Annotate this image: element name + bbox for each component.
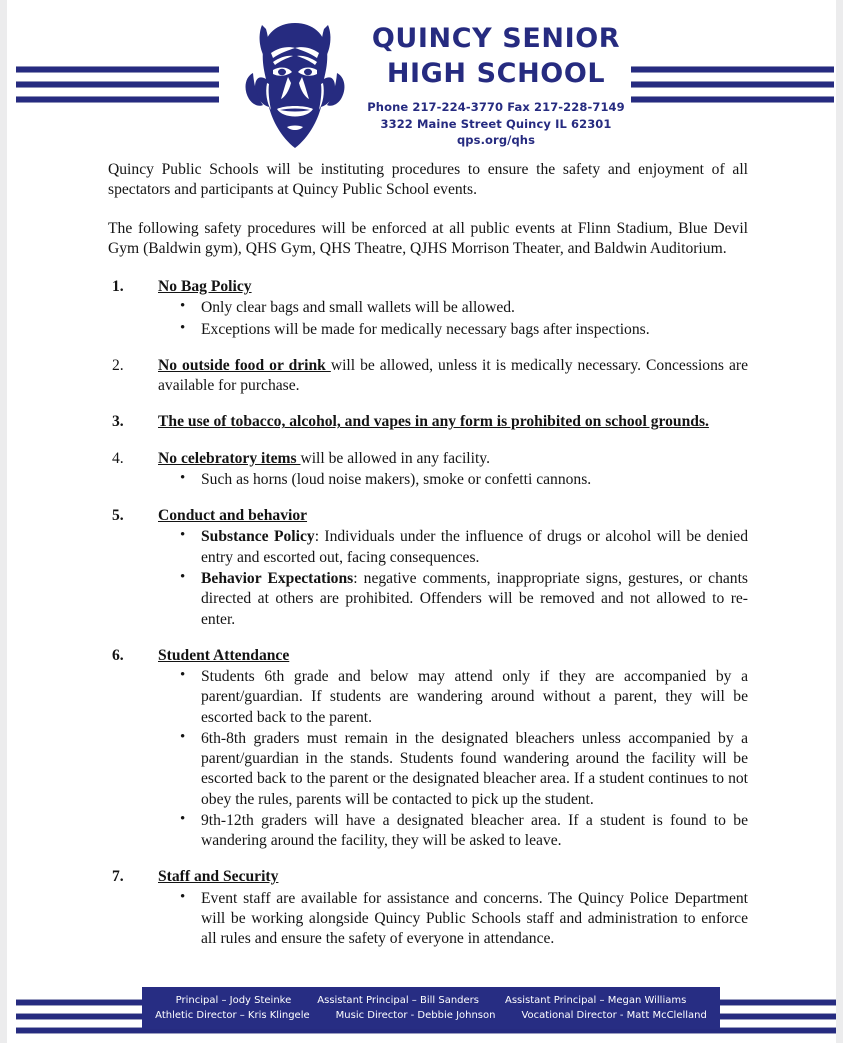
rule-sub-list — [158, 470, 748, 490]
stripe-bar — [16, 81, 219, 88]
stripe-bar — [631, 96, 834, 103]
rule-heading — [158, 506, 748, 526]
staff-entry: Athletic Director – Kris Klingele — [155, 1010, 310, 1021]
safety-rules-list — [108, 277, 748, 949]
rule-sub-item — [158, 569, 748, 630]
sub-item-lead: Substance Policy — [201, 528, 315, 546]
rule-item — [108, 449, 748, 491]
contact-info — [365, 99, 627, 149]
rule-heading — [158, 412, 748, 432]
rule-heading — [158, 646, 748, 666]
rule-number: 7. — [112, 868, 124, 886]
rule-number: 1. — [112, 278, 124, 296]
rule-title: No celebratory items — [158, 449, 301, 467]
letterhead-header — [7, 0, 836, 155]
letterhead-footer — [7, 983, 843, 1043]
rule-title: Staff and Security — [158, 868, 279, 886]
rule-heading — [158, 867, 748, 887]
staff-row-directors — [148, 1008, 714, 1024]
rule-number: 2. — [112, 356, 124, 374]
header-stripes-right — [631, 66, 834, 102]
rule-sub-item: • Event staff are available for assistance and concerns. The Quincy Police Department will be working alongside Quincy Public Schools staff and administration to enforce all rules and ensure the safety of everyone in attendance. — [158, 889, 748, 950]
rule-trailing-text: will be allowed, unless it is medically necessary. Concessions are available for purchase. — [158, 356, 748, 395]
intro-paragraph-2: The following safety procedures will be enforced at all public events at Flinn Stadium, Blue Devil Gym (Baldwin gym), QHS Gym, QHS Theatre, QJHS Morrison Theater, and Baldwin Auditorium. — [108, 219, 748, 257]
rule-sub-item: • Only clear bags and small wallets will be allowed. — [158, 298, 748, 318]
rule-sub-list — [158, 298, 748, 340]
rule-number: 6. — [112, 646, 124, 664]
rule-sub-list — [158, 527, 748, 629]
staff-entry: Music Director - Debbie Johnson — [335, 1010, 496, 1021]
sub-item-body: : Individuals under the influence of drugs or alcohol will be denied entry and escorted out, facing consequences. — [201, 528, 748, 566]
sub-item-body: : negative comments, inappropriate signs, gestures, or chants directed at others are prohibited. Offenders will be removed and not allowed to re-enter. — [201, 569, 748, 628]
rule-heading — [158, 356, 748, 397]
rule-sub-list — [158, 889, 748, 950]
staff-row-administrators — [148, 993, 714, 1009]
rule-title: Conduct and behavior — [158, 507, 308, 525]
rule-sub-item: • Exceptions will be made for medically necessary bags after inspections. — [158, 320, 748, 340]
school-name-line-1: QUINCY SENIOR — [371, 23, 621, 54]
staff-entry: Assistant Principal – Megan Williams — [504, 994, 687, 1006]
school-name-line-2: HIGH SCHOOL — [386, 57, 606, 89]
rule-title: No Bag Policy — [158, 278, 252, 296]
stripe-bar — [631, 81, 834, 88]
rule-number: 3. — [112, 413, 124, 431]
blue-devil-mascot-icon — [235, 17, 355, 149]
staff-entry: Vocational Director - Matt McClelland — [521, 1010, 707, 1021]
staff-entry: Assistant Principal – Bill Sanders — [317, 994, 479, 1006]
rule-item — [108, 412, 748, 432]
rule-item — [108, 277, 748, 340]
rule-title: The use of tobacco, alcohol, and vapes in any form is prohibited on school grounds. — [158, 413, 709, 431]
document-body — [108, 160, 748, 966]
staff-directory-box — [142, 987, 720, 1029]
sub-item-lead: Behavior Expectations — [201, 569, 354, 587]
address-line: 3322 Maine Street Quincy IL 62301 — [380, 116, 612, 131]
phone-fax-line: Phone 217-224-3770 Fax 217-228-7149 — [367, 100, 625, 115]
rule-sub-item: • Students 6th grade and below may attend only if they are accompanied by a parent/guardian. If students are wandering around without a parent, they will be escorted back to the parent. — [158, 667, 748, 728]
rule-sub-item: • 9th-12th graders will have a designated bleacher area. If a student is found to be wandering around the facility, they will be asked to leave. — [158, 811, 748, 852]
school-brand-block — [365, 22, 627, 149]
rule-number: 4. — [112, 449, 124, 467]
staff-entry: Principal – Jody Steinke — [175, 994, 292, 1006]
intro-paragraph-1: Quincy Public Schools will be instituting procedures to ensure the safety and enjoyment of all spectators and participants at Quincy Public School events. — [108, 161, 748, 199]
rule-number: 5. — [112, 507, 124, 525]
rule-sub-item: • 6th-8th graders must remain in the designated bleachers unless accompanied by a parent/guardian in the stands. Students found wandering around the facility will be escorted back to the parent or the designated bleacher area. If a student continues to not obey the rules, parents will be contacted to pick up the student. — [158, 729, 748, 810]
stripe-bar — [16, 66, 219, 73]
rule-sub-item — [158, 527, 748, 568]
rule-title: Student Attendance — [158, 646, 290, 664]
rule-heading — [158, 449, 748, 469]
website-line[interactable]: qps.org/qhs — [456, 133, 536, 148]
rule-sub-item: • Such as horns (loud noise makers), smoke or confetti cannons. — [158, 470, 748, 490]
rule-sub-list — [158, 667, 748, 851]
rule-title: No outside food or drink — [158, 356, 331, 374]
rule-trailing-text: will be allowed in any facility. — [300, 449, 490, 467]
rule-item — [108, 506, 748, 630]
stripe-bar — [631, 66, 834, 73]
rule-item — [108, 646, 748, 852]
stripe-bar — [16, 96, 219, 103]
rule-item — [108, 356, 748, 397]
rule-item — [108, 867, 748, 949]
rule-heading — [158, 277, 748, 297]
header-stripes-left — [16, 66, 219, 102]
